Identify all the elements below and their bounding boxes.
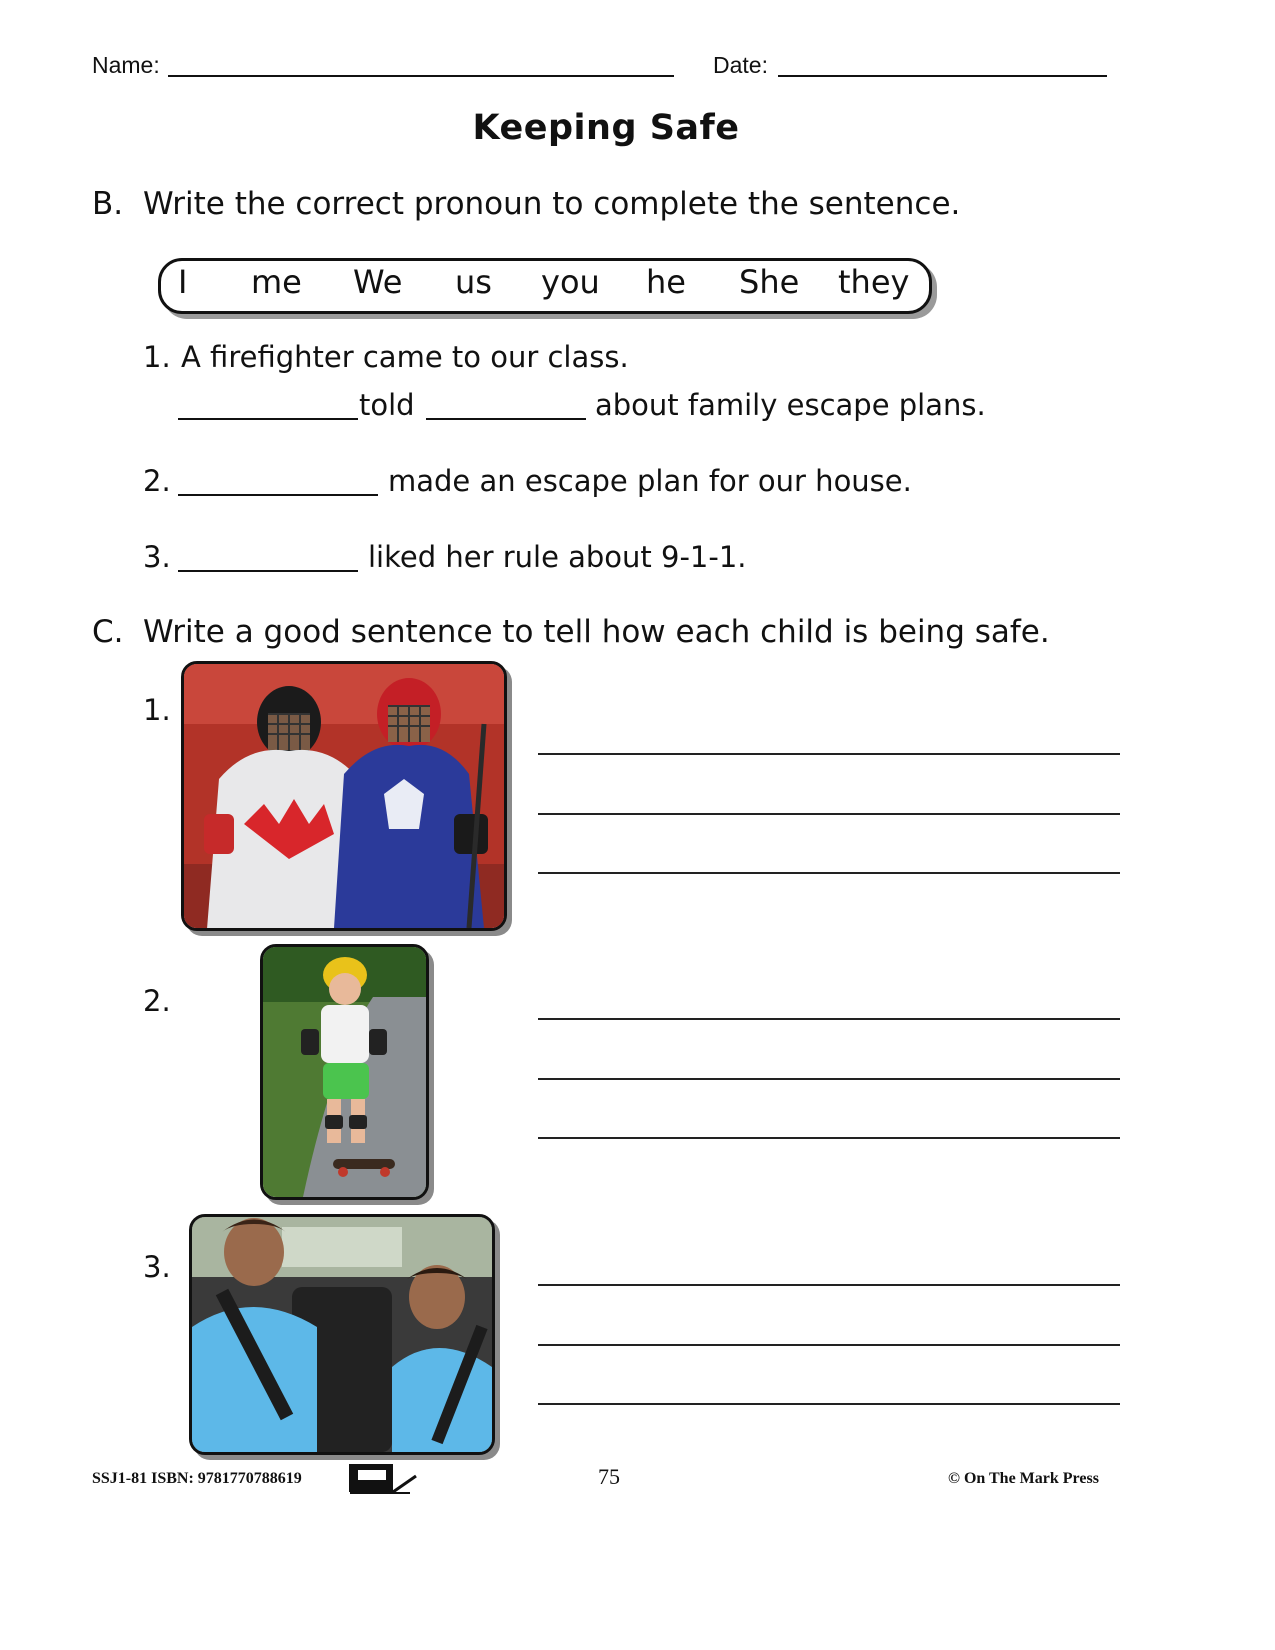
answer-blank[interactable] [426, 390, 586, 420]
printer-logo-icon [348, 1462, 418, 1498]
question-2-number: 2. [143, 464, 171, 498]
item-1-number: 1. [143, 693, 171, 727]
answer-blank[interactable] [178, 466, 378, 496]
write-line[interactable] [538, 872, 1120, 874]
item-3-number: 3. [143, 1250, 171, 1284]
word-bank-item: you [541, 263, 600, 301]
answer-blank[interactable] [178, 390, 358, 420]
word-bank-item: me [251, 263, 302, 301]
seatbelt-kids-illustration [192, 1217, 492, 1452]
word-bank-item: they [838, 263, 910, 301]
question-1-text-b: about family escape plans. [595, 388, 986, 422]
write-line[interactable] [538, 1403, 1120, 1405]
page-number: 75 [598, 1464, 620, 1489]
question-1-number: 1. [143, 340, 171, 374]
word-bank-item: us [455, 263, 492, 301]
write-line[interactable] [538, 1344, 1120, 1346]
skateboarder-illustration [263, 947, 426, 1197]
date-field-line[interactable] [778, 75, 1107, 77]
write-line[interactable] [538, 1018, 1120, 1020]
item-2-number: 2. [143, 984, 171, 1018]
word-bank-item: I [178, 263, 188, 301]
question-1-sentence: A firefighter came to our class. [181, 340, 629, 374]
answer-blank[interactable] [178, 542, 358, 572]
write-line[interactable] [538, 753, 1120, 755]
question-3-text: liked her rule about 9-1-1. [368, 540, 747, 574]
question-3-number: 3. [143, 540, 171, 574]
section-c-instruction: Write a good sentence to tell how each child is being safe. [143, 614, 1050, 650]
write-line[interactable] [538, 813, 1120, 815]
section-b-letter: B. [92, 186, 124, 222]
word-bank-item: She [739, 263, 800, 301]
seatbelt-kids-photo [189, 1214, 495, 1455]
word-bank-item: We [353, 263, 403, 301]
write-line[interactable] [538, 1078, 1120, 1080]
word-bank-item: he [646, 263, 686, 301]
name-field-line[interactable] [168, 75, 674, 77]
footer-code-isbn: SSJ1-81 ISBN: 9781770788619 [92, 1470, 302, 1487]
question-1-text-a: told [359, 388, 415, 422]
section-b-instruction: Write the correct pronoun to complete the sentence. [143, 186, 961, 222]
hockey-players-illustration [184, 664, 504, 928]
date-label: Date: [713, 52, 768, 78]
name-label: Name: [92, 52, 160, 78]
write-line[interactable] [538, 1137, 1120, 1139]
section-c-letter: C. [92, 614, 124, 650]
page-title: Keeping Safe [472, 108, 740, 148]
skateboarder-photo [260, 944, 429, 1200]
copyright: © On The Mark Press [948, 1470, 1099, 1487]
write-line[interactable] [538, 1284, 1120, 1286]
hockey-players-photo [181, 661, 507, 931]
question-2-text: made an escape plan for our house. [388, 464, 912, 498]
